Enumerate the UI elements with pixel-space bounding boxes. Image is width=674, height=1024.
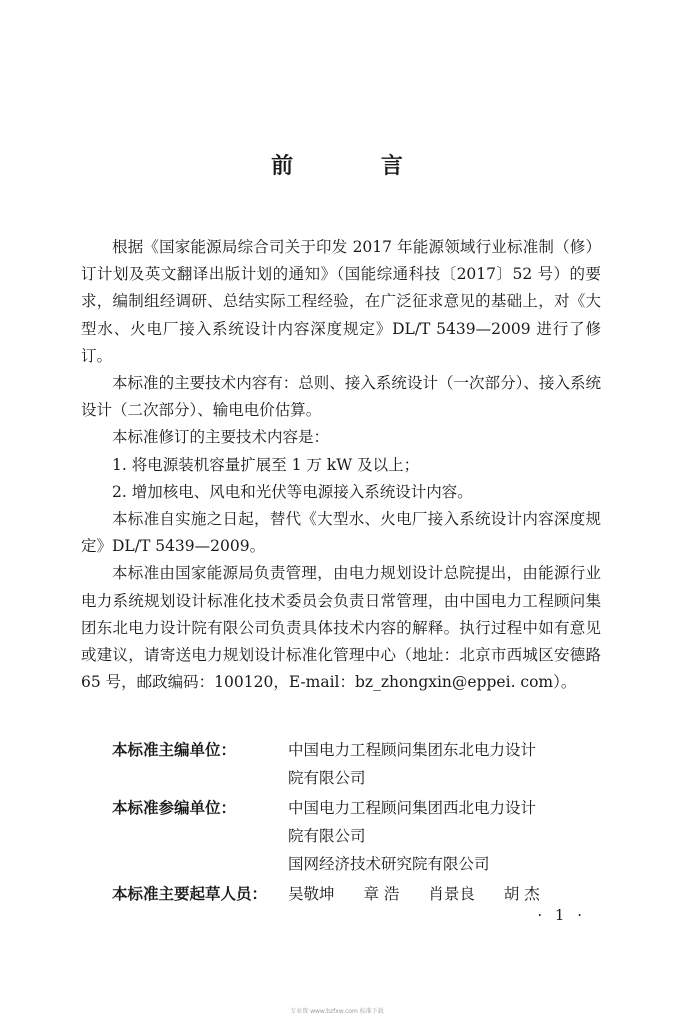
drafter-name: 吴敬坤 <box>288 885 335 903</box>
participant-label-text: 本标准参编单位： <box>112 799 237 817</box>
credits-block <box>112 736 612 910</box>
chief-editor-units <box>288 736 612 792</box>
drafter-name: 章 浩 <box>363 885 400 903</box>
drafters-label <box>112 880 288 908</box>
revision-item-2: 2. 增加核电、风电和光伏等电源接入系统设计内容。 <box>112 482 473 501</box>
paragraph-replacement: 本标准自实施之日起，替代《大型水、火电厂接入系统设计内容深度规定》DL/T 5439—2009。 <box>81 510 601 556</box>
drafter-name: 肖景良 <box>428 885 475 903</box>
participant-label <box>112 794 288 878</box>
participant-unit-line: 国网经济技术研究院有限公司 <box>288 855 490 873</box>
drafters-list <box>288 880 612 908</box>
revision-item-1: 1. 将电源装机容量扩展至 1 万 kW 及以上； <box>112 455 420 474</box>
participant-unit-line: 院有限公司 <box>288 827 366 845</box>
chief-editor-label <box>112 736 288 792</box>
drafters-label-text: 本标准主要起草人员： <box>112 885 268 903</box>
paragraph-main-content: 本标准的主要技术内容有：总则、接入系统设计（一次部分）、接入系统设计（二次部分）、输电电价估算。 <box>81 374 601 420</box>
page-title: 前 言 <box>271 154 443 179</box>
participant-row <box>112 794 612 878</box>
chief-editor-label-text: 本标准主编单位： <box>112 741 237 759</box>
chief-editor-row <box>112 736 612 792</box>
chief-unit-line: 中国电力工程顾问集团东北电力设计 <box>288 741 537 759</box>
participant-units <box>288 794 612 878</box>
drafters-row <box>112 880 612 908</box>
paragraph-revision-basis: 根据《国家能源局综合司关于印发 2017 年能源领域行业标准制（修）订计划及英文翻译出版计划的通知》（国能综通科技〔2017〕52 号）的要求，编制组经调研、总结实际工程经验，在广泛征求意见的基础上，对《大型水、火电厂接入系统设计内容深度规定》DL/T 5439—2009 进行了修订。 <box>81 238 601 365</box>
participant-unit-line: 中国电力工程顾问集团西北电力设计 <box>288 799 537 817</box>
preface-body <box>81 234 601 696</box>
chief-unit-line: 院有限公司 <box>288 769 366 787</box>
paragraph-revision-intro: 本标准修订的主要技术内容是： <box>112 428 330 447</box>
page-number: · 1 · <box>537 906 586 924</box>
paragraph-management: 本标准由国家能源局负责管理，由电力规划设计总院提出，由能源行业电力系统规划设计标准化技术委员会负责日常管理，由中国电力工程顾问集团东北电力设计院有限公司负责具体技术内容的解释。执行过程中如有意见或建议，请寄送电力规划设计标准化管理中心（地址：北京市西城区安德路 65 号，邮政编码：100120，E-mail：bz_zhongxin@eppei. com）。 <box>81 564 601 692</box>
footer-watermark: 专业资 www.bzfxw.com 标准下载 <box>290 1008 384 1015</box>
drafter-name: 胡 杰 <box>503 885 540 903</box>
